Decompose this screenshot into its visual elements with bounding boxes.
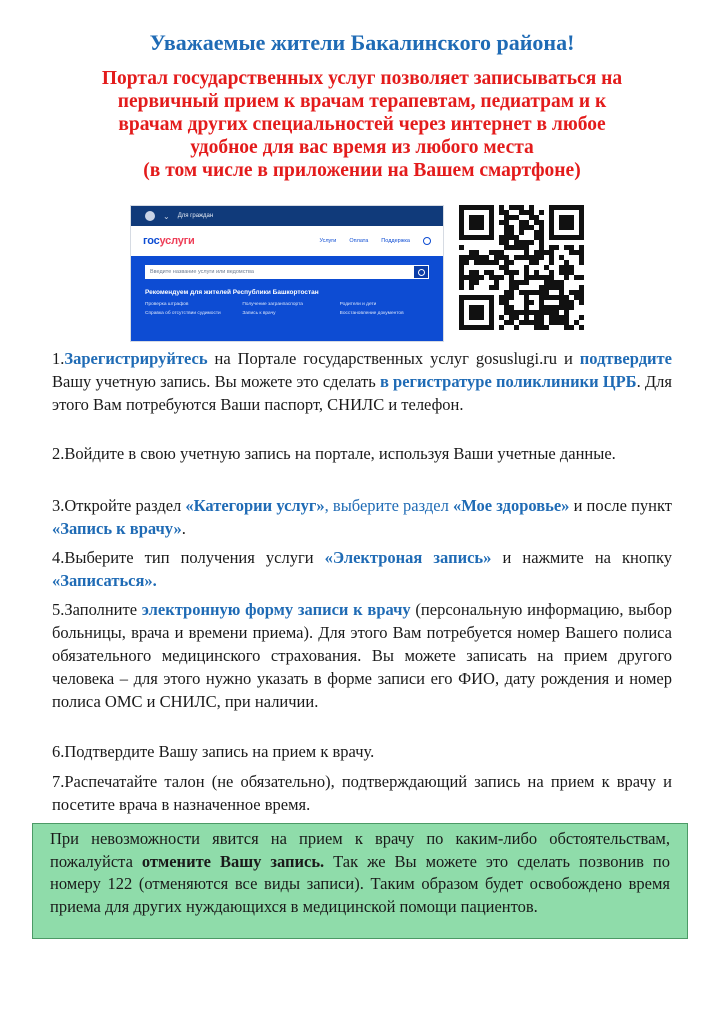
step-5: 5.Заполните электронную форму записи к врачу (персональную информацию, выбор больницы, врача и времени приема). Для этого Вам потребуется номер Вашего полиса обязательного медицинского страхования. Вы можете записать на прием другого человека – для этого нужно указать в форме записи его ФИО, дату рождения и номер полиса ОМС и СНИЛС, при наличии.	[52, 600, 673, 711]
step-4: 4.Выберите тип получения услуги «Электроная запись» и нажмите на кнопку «Записаться».	[52, 548, 673, 590]
portal-recommend-link: Запись к врачу	[242, 311, 276, 316]
chevron-down-icon: ⌄	[163, 211, 170, 221]
subtitle-line: удобное для вас время из любого места	[190, 137, 534, 158]
emblem-icon	[145, 211, 155, 221]
step-7: 7.Распечатайте талон (не обязательно), подтверждающий запись на прием к врачу и посетите врача в назначенное время.	[52, 772, 672, 814]
step-2: 2.Войдите в свою учетную запись на портале, используя Ваши учетные данные.	[52, 444, 616, 463]
portal-recommend-link: Справка об отсутствии судимости	[145, 311, 221, 316]
subtitle-line: Портал государственных услуг позволяет записываться на	[101, 68, 623, 89]
subtitle-line: (в том числе в приложении на Вашем смартфоне)	[143, 160, 581, 181]
search-icon	[423, 237, 431, 245]
page-title: Уважаемые жители Бакалинского района!	[149, 30, 575, 55]
search-icon	[418, 269, 425, 276]
portal-nav-links	[319, 237, 431, 245]
portal-search-button	[413, 265, 429, 279]
portal-recommend-link: Восстановление документов	[339, 311, 404, 316]
portal-nav-item: Оплата	[349, 238, 369, 244]
portal-recommend-links	[145, 302, 429, 316]
gosuslugi-logo: госуслуги	[143, 235, 195, 247]
portal-search-input: Введите название услуги или ведомства	[145, 265, 413, 279]
portal-recommend-link: Родители и дети	[339, 302, 377, 307]
portal-nav-item: Поддержка	[381, 238, 410, 244]
subtitle-line: первичный прием к врачам терапевтам, педиатрам и к	[117, 91, 607, 112]
step-3: 3.Откройте раздел «Категории услуг», выберите раздел «Мое здоровье» и после пункт «Запись к врачу».	[52, 496, 672, 538]
portal-top-link: Для граждан	[177, 213, 214, 219]
portal-recommend-link: Получение загранпаспорта	[242, 302, 303, 307]
portal-recommend-link: Проверка штрафов	[145, 302, 189, 307]
portal-navbar	[131, 226, 443, 256]
portal-search-bar	[145, 265, 429, 279]
portal-topbar	[131, 206, 443, 226]
portal-hero	[131, 256, 443, 341]
portal-nav-item: Услуги	[319, 238, 337, 244]
page-subtitle	[60, 67, 664, 182]
cancel-notice-box: При невозможности явится на прием к врачу по каким-либо обстоятельствам, пожалуйста отмените Вашу запись. Так же Вы можете это сделать позвонив по номеру 122 (отменяются все виды записи). Таким образом будет освобождено время приема для других нуждающихся в медицинской помощи пациентов.	[32, 823, 688, 939]
gosuslugi-screenshot	[130, 205, 444, 342]
qr-code	[459, 205, 584, 330]
step-6: 6.Подтвердите Вашу запись на прием к врачу.	[52, 742, 375, 761]
portal-recommend-heading: Рекомендуем для жителей Республики Башкортостан	[145, 289, 319, 296]
subtitle-line: врачам других специальностей через интернет в любое	[118, 114, 606, 135]
step-1: 1.Зарегистрируйтесь на Портале государственных услуг gosuslugi.ru и подтвердите Вашу учетную запись. Вы можете это сделать в регистратуре поликлиники ЦРБ. Для этого Вам потребуются Ваши паспорт, СНИЛС и телефон.	[52, 349, 672, 414]
